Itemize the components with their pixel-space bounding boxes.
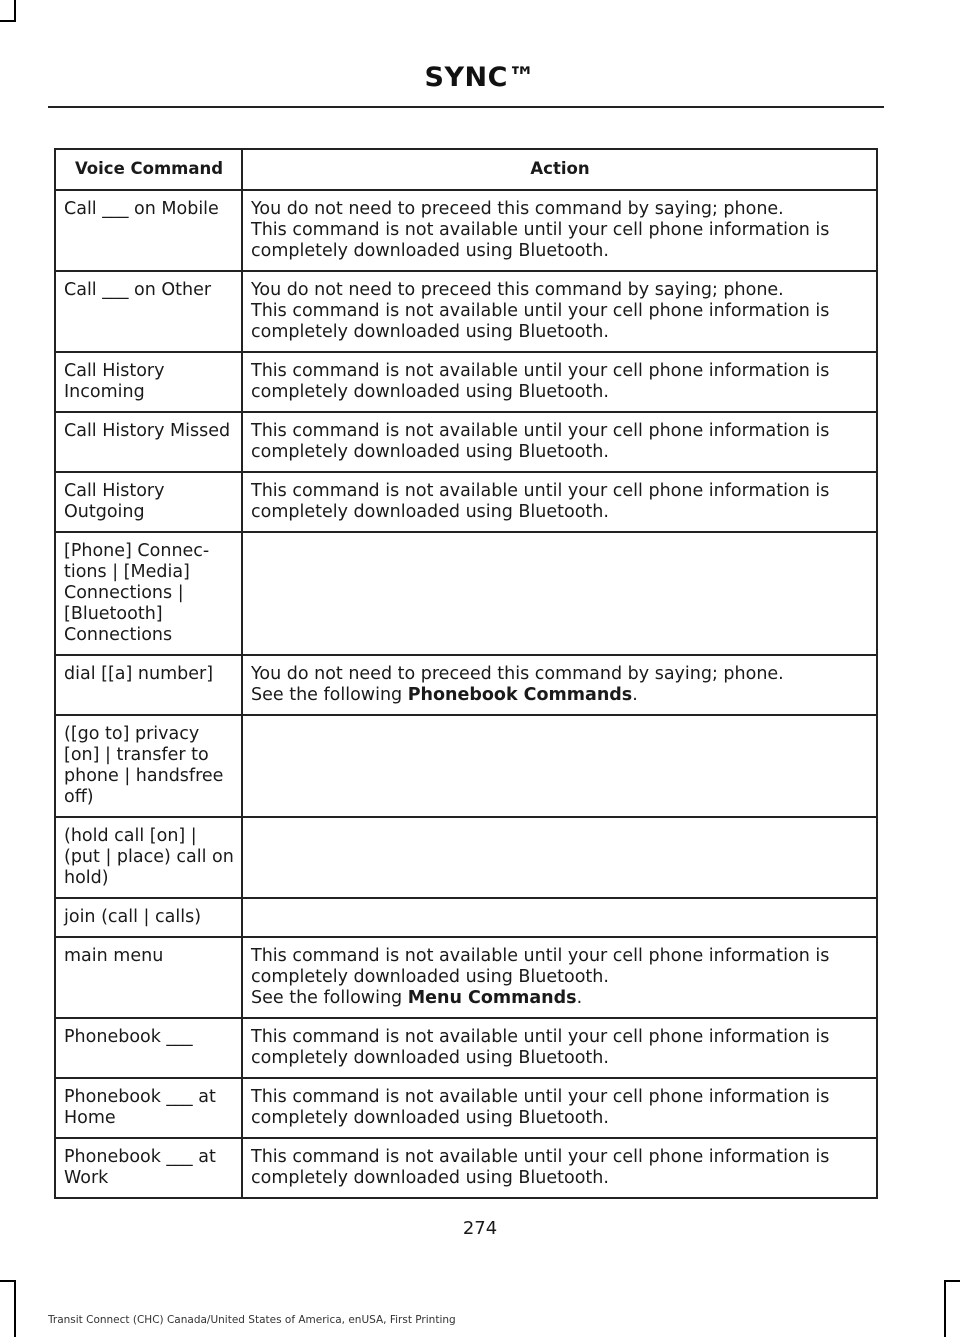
- voice-command-cell: (hold call [on] | (put | place) call on hold): [55, 817, 242, 898]
- header-rule: [48, 106, 884, 108]
- crop-mark: [14, 0, 16, 20]
- column-header-action: Action: [242, 149, 877, 190]
- cross-reference-link: Menu Commands: [407, 988, 577, 1008]
- voice-command-cell: dial [[a] number]: [55, 655, 242, 715]
- action-text: This command is not available until your cell phone information is completely downloaded using Bluetooth.: [251, 220, 830, 261]
- voice-command-cell: main menu: [55, 937, 242, 1018]
- action-cell: [242, 1138, 877, 1198]
- voice-command-cell: ([go to] privacy [on] | transfer to phone | handsfree off): [55, 715, 242, 817]
- action-text: This command is not available until your cell phone information is completely downloaded using Bluetooth.: [251, 1027, 830, 1068]
- action-cell: [242, 532, 877, 655]
- crop-mark: [14, 1280, 16, 1337]
- voice-command-cell: Phonebook ___: [55, 1018, 242, 1078]
- table-row: [55, 412, 877, 472]
- action-text: You do not need to preceed this command by saying; phone.: [251, 280, 784, 300]
- voice-command-cell: Phonebook ___ at Home: [55, 1078, 242, 1138]
- table-row: [55, 472, 877, 532]
- voice-command-cell: Call History Missed: [55, 412, 242, 472]
- cross-reference-link: Phonebook Commands: [407, 685, 633, 705]
- table-row: [55, 1018, 877, 1078]
- voice-command-cell: Call ___ on Mobile: [55, 190, 242, 271]
- table-row: [55, 1138, 877, 1198]
- cross-reference-prefix: See the following: [251, 988, 408, 1008]
- table-row: [55, 190, 877, 271]
- action-text: This command is not available until your cell phone information is completely downloaded using Bluetooth.: [251, 1087, 830, 1128]
- voice-command-cell: Call History Outgoing: [55, 472, 242, 532]
- table-row: [55, 655, 877, 715]
- table-row: [55, 352, 877, 412]
- action-text: This command is not available until your cell phone information is completely downloaded using Bluetooth.: [251, 301, 830, 342]
- table-header-row: [55, 149, 877, 190]
- crop-mark: [944, 1280, 946, 1337]
- table-row: [55, 937, 877, 1018]
- cross-reference-prefix: See the following: [251, 685, 408, 705]
- cross-reference: [251, 988, 866, 1009]
- table-row: [55, 898, 877, 937]
- action-cell: [242, 412, 877, 472]
- action-cell: [242, 352, 877, 412]
- action-text: This command is not available until your cell phone information is completely downloaded using Bluetooth.: [251, 421, 830, 462]
- page-title: SYNC™: [424, 62, 536, 93]
- action-text: You do not need to preceed this command by saying; phone.: [251, 199, 784, 219]
- voice-command-table: [54, 148, 878, 1199]
- cross-reference-suffix: .: [576, 988, 583, 1008]
- voice-command-cell: Phonebook ___ at Work: [55, 1138, 242, 1198]
- cross-reference-suffix: .: [632, 685, 638, 705]
- action-text: This command is not available until your cell phone information is completely downloaded using Bluetooth.: [251, 1147, 830, 1188]
- voice-command-cell: Call History Incoming: [55, 352, 242, 412]
- crop-mark: [0, 20, 16, 22]
- action-cell: [242, 655, 877, 715]
- table-row: [55, 715, 877, 817]
- action-cell: [242, 271, 877, 352]
- action-cell: [242, 937, 877, 1018]
- page-number: 274: [462, 1218, 498, 1239]
- action-cell: [242, 190, 877, 271]
- crop-mark: [944, 1280, 960, 1282]
- crop-mark: [0, 1280, 16, 1282]
- cross-reference: [251, 685, 866, 706]
- voice-command-cell: Call ___ on Other: [55, 271, 242, 352]
- action-cell: [242, 1078, 877, 1138]
- action-cell: [242, 898, 877, 937]
- action-text: You do not need to preceed this command by saying; phone.: [251, 664, 784, 684]
- action-text: This command is not available until your cell phone information is completely downloaded using Bluetooth.: [251, 361, 830, 402]
- action-text: This command is not available until your cell phone information is completely downloaded using Bluetooth.: [251, 481, 830, 522]
- action-cell: [242, 472, 877, 532]
- voice-command-cell: [Phone] Connec-tions | [Media] Connections | [Bluetooth] Connections: [55, 532, 242, 655]
- table-row: [55, 532, 877, 655]
- table-row: [55, 271, 877, 352]
- action-cell: [242, 715, 877, 817]
- action-cell: [242, 817, 877, 898]
- table-row: [55, 1078, 877, 1138]
- action-cell: [242, 1018, 877, 1078]
- footer-text: Transit Connect (CHC) Canada/United States of America, enUSA, First Printing: [48, 1314, 456, 1326]
- table-row: [55, 817, 877, 898]
- action-text: This command is not available until your cell phone information is completely downloaded using Bluetooth.: [251, 946, 830, 987]
- voice-command-cell: join (call | calls): [55, 898, 242, 937]
- column-header-voice-command: Voice Command: [55, 149, 242, 190]
